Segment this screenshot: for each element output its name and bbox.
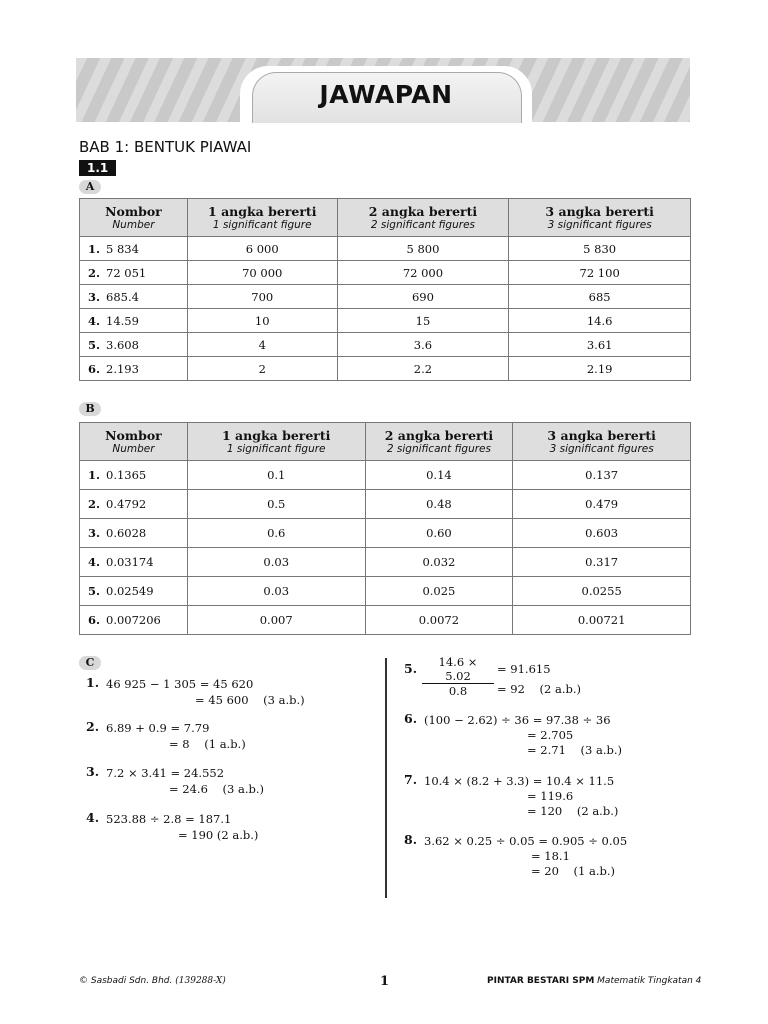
table-cell: 2.2 <box>337 357 509 381</box>
table-cell: 3. 0.6028 <box>80 519 188 548</box>
chapter-title: BAB 1: BENTUK PIAWAI <box>79 138 252 156</box>
table-part-a <box>79 198 691 381</box>
table-cell: 2. 0.4792 <box>80 490 188 519</box>
calc-q6-line1: (100 − 2.62) ÷ 36 = 97.38 ÷ 36 <box>424 713 611 727</box>
calc-q1-line2: = 45 600 (3 a.b.) <box>195 693 305 707</box>
calc-q7-line1: 10.4 × (8.2 + 3.3) = 10.4 × 11.5 <box>424 774 615 788</box>
table-cell: 10 <box>187 309 337 333</box>
table-cell: 690 <box>337 285 509 309</box>
table-cell: 685 <box>509 285 691 309</box>
table-row <box>80 606 691 635</box>
table-cell: 6. 2.193 <box>80 357 188 381</box>
calc-q6: 6. <box>404 711 418 726</box>
table-cell: 72 000 <box>337 261 509 285</box>
table-row <box>80 309 691 333</box>
table-cell: 5. 0.02549 <box>80 577 188 606</box>
table-cell: 0.007 <box>187 606 365 635</box>
table-row <box>80 261 691 285</box>
footer-series: PINTAR BESTARI SPM Matematik Tingkatan 4 <box>487 976 702 986</box>
part-c-label: C <box>79 656 101 670</box>
table-cell: 0.0072 <box>365 606 513 635</box>
table-cell: 3.61 <box>509 333 691 357</box>
calc-q1-line1: 46 925 − 1 305 = 45 620 <box>106 677 254 691</box>
table-row <box>80 285 691 309</box>
table-cell: 15 <box>337 309 509 333</box>
table-cell: 0.137 <box>513 461 691 490</box>
table-cell: 2. 72 051 <box>80 261 188 285</box>
page-number: 1 <box>380 974 390 989</box>
table-cell: 4. 14.59 <box>80 309 188 333</box>
table-row <box>80 548 691 577</box>
calc-q7: 7. <box>404 772 418 787</box>
header-number: Nombor Number <box>80 199 188 237</box>
calc-q5-fraction <box>422 655 494 698</box>
part-b-label: B <box>79 402 101 416</box>
calc-q5-line2: = 92 (2 a.b.) <box>497 682 582 696</box>
table-cell: 72 100 <box>509 261 691 285</box>
table-cell: 2.19 <box>509 357 691 381</box>
table-row <box>80 333 691 357</box>
table-cell: 0.14 <box>365 461 513 490</box>
calc-q5-numerator: 14.6 × 5.02 <box>422 655 494 684</box>
header-1sf: 1 angka bererti 1 significant figure <box>187 199 337 237</box>
table-cell: 0.317 <box>513 548 691 577</box>
table-row <box>80 237 691 261</box>
table-cell: 0.603 <box>513 519 691 548</box>
footer-copyright: © Sasbadi Sdn. Bhd. (139288-X) <box>79 976 226 986</box>
table-cell: 1. 5 834 <box>80 237 188 261</box>
calc-q7-line3: = 120 (2 a.b.) <box>527 804 619 818</box>
table-cell: 0.60 <box>365 519 513 548</box>
calc-q2: 2. <box>86 719 100 734</box>
table-cell: 14.6 <box>509 309 691 333</box>
table-row <box>80 490 691 519</box>
header-3sf: 3 angka bererti 3 significant figures <box>509 199 691 237</box>
table-cell: 0.5 <box>187 490 365 519</box>
calc-q1: 1. <box>86 675 100 690</box>
table-cell: 5 830 <box>509 237 691 261</box>
calc-q8-line1: 3.62 × 0.25 ÷ 0.05 = 0.905 ÷ 0.05 <box>424 834 628 848</box>
table-cell: 6. 0.007206 <box>80 606 188 635</box>
calc-q3-line1: 7.2 × 3.41 = 24.552 <box>106 766 225 780</box>
calc-q8: 8. <box>404 832 418 847</box>
calc-q7-line2: = 119.6 <box>527 789 574 803</box>
table-cell: 0.479 <box>513 490 691 519</box>
table-row <box>80 519 691 548</box>
section-badge: 1.1 <box>79 160 116 176</box>
calc-q4: 4. <box>86 810 100 825</box>
table-cell: 0.025 <box>365 577 513 606</box>
calc-q8-line2: = 18.1 <box>531 849 570 863</box>
table-part-b <box>79 422 691 635</box>
table-cell: 70 000 <box>187 261 337 285</box>
table-cell: 2 <box>187 357 337 381</box>
table-cell: 5. 3.608 <box>80 333 188 357</box>
table-cell: 0.032 <box>365 548 513 577</box>
calc-q3-line2: = 24.6 (3 a.b.) <box>169 782 264 796</box>
calc-q5-line1: = 91.615 <box>497 662 551 676</box>
part-a-label: A <box>79 180 101 194</box>
table-cell: 6 000 <box>187 237 337 261</box>
header-number: Nombor Number <box>80 423 188 461</box>
calc-q4-line1: 523.88 ÷ 2.8 = 187.1 <box>106 812 232 826</box>
table-cell: 3. 685.4 <box>80 285 188 309</box>
calc-q5-denominator: 0.8 <box>448 684 468 698</box>
table-cell: 5 800 <box>337 237 509 261</box>
table-cell: 0.6 <box>187 519 365 548</box>
table-cell: 3.6 <box>337 333 509 357</box>
calc-q2-line2: = 8 (1 a.b.) <box>169 737 246 751</box>
calc-q6-line2: = 2.705 <box>527 728 574 742</box>
table-cell: 0.48 <box>365 490 513 519</box>
table-cell: 4. 0.03174 <box>80 548 188 577</box>
banner-title: JAWAPAN <box>319 80 453 109</box>
calc-q5: 5. <box>404 661 418 676</box>
table-cell: 0.1 <box>187 461 365 490</box>
table-row <box>80 461 691 490</box>
header-3sf: 3 angka bererti 3 significant figures <box>513 423 691 461</box>
header-2sf: 2 angka bererti 2 significant figures <box>337 199 509 237</box>
calc-q4-line2: = 190 (2 a.b.) <box>178 828 259 842</box>
table-cell: 0.00721 <box>513 606 691 635</box>
table-row <box>80 577 691 606</box>
table-row <box>80 357 691 381</box>
calc-q3: 3. <box>86 764 100 779</box>
column-divider <box>385 658 387 898</box>
table-cell: 0.03 <box>187 577 365 606</box>
table-cell: 4 <box>187 333 337 357</box>
table-cell: 0.03 <box>187 548 365 577</box>
table-cell: 0.0255 <box>513 577 691 606</box>
header-1sf: 1 angka bererti 1 significant figure <box>187 423 365 461</box>
calc-q6-line3: = 2.71 (3 a.b.) <box>527 743 622 757</box>
header-2sf: 2 angka bererti 2 significant figures <box>365 423 513 461</box>
calc-q8-line3: = 20 (1 a.b.) <box>531 864 616 878</box>
table-cell: 1. 0.1365 <box>80 461 188 490</box>
table-cell: 700 <box>187 285 337 309</box>
calc-q2-line1: 6.89 + 0.9 = 7.79 <box>106 721 210 735</box>
